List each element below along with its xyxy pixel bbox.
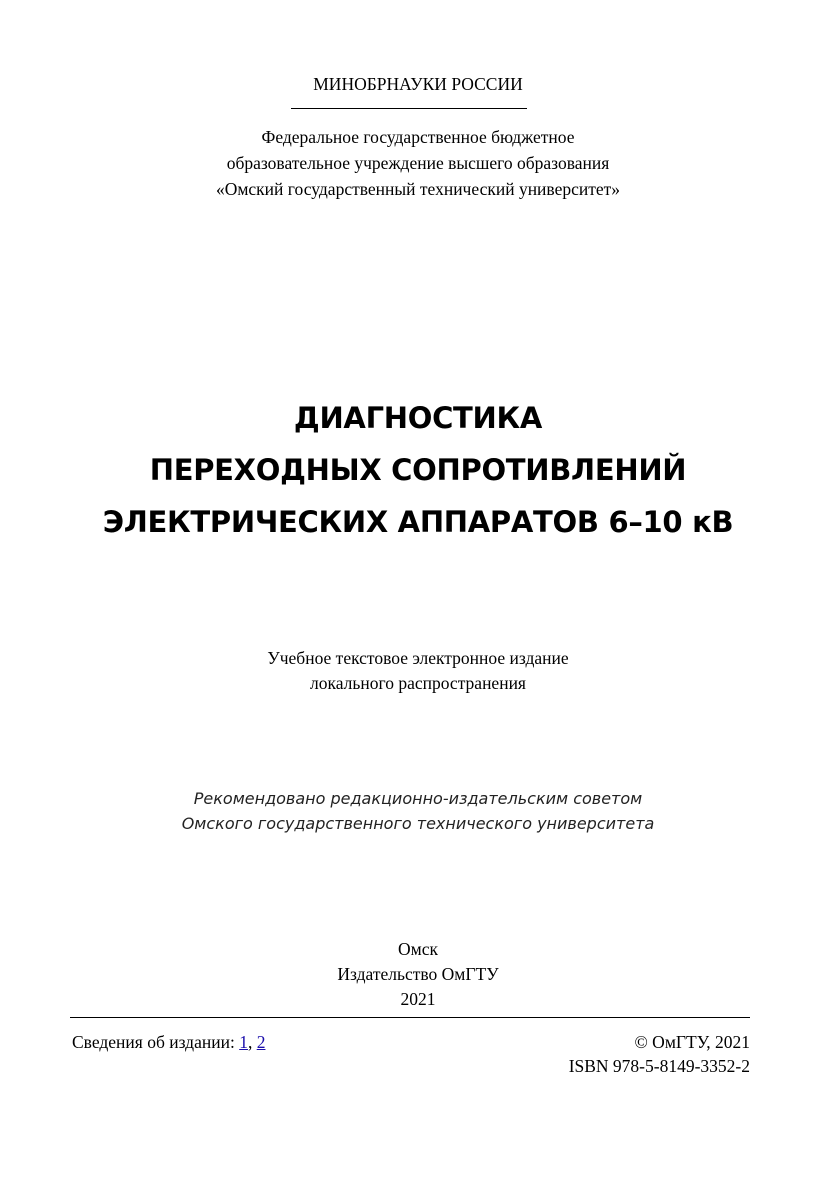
edition-link-1[interactable]: 1 bbox=[239, 1032, 248, 1052]
organization-line: образовательное учреждение высшего образования bbox=[226, 153, 610, 173]
document-title bbox=[0, 392, 836, 548]
recommendation-line: Рекомендовано редакционно-издательским советом bbox=[193, 789, 643, 808]
imprint-city: Омск bbox=[398, 939, 438, 959]
title-line: ПЕРЕХОДНЫХ СОПРОТИВЛЕНИЙ bbox=[149, 453, 687, 487]
organization-line: Федеральное государственное бюджетное bbox=[261, 127, 575, 147]
subtitle-line: локального распространения bbox=[310, 673, 526, 693]
imprint-block bbox=[0, 937, 836, 1012]
recommendation-line: Омского государственного технического университета bbox=[181, 814, 655, 833]
title-line: ДИАГНОСТИКА bbox=[293, 401, 543, 435]
footer-divider bbox=[70, 1017, 750, 1018]
imprint-publisher: Издательство ОмГТУ bbox=[337, 964, 499, 984]
organization-line: «Омский государственный технический университет» bbox=[215, 179, 621, 199]
copyright: © ОмГТУ, 2021 bbox=[634, 1032, 750, 1052]
link-separator: , bbox=[247, 1032, 253, 1052]
edition-label: Сведения об издании: bbox=[72, 1032, 235, 1052]
edition-type bbox=[0, 646, 836, 696]
edition-info bbox=[72, 1030, 265, 1054]
copyright-block bbox=[569, 1030, 750, 1078]
ministry-name: МИНОБРНАУКИ РОССИИ bbox=[313, 74, 523, 94]
recommendation-note bbox=[0, 786, 836, 836]
isbn: ISBN 978-5-8149-3352-2 bbox=[568, 1056, 750, 1076]
organization-block bbox=[0, 124, 836, 202]
imprint-year: 2021 bbox=[400, 989, 436, 1009]
title-line: ЭЛЕКТРИЧЕСКИХ АППАРАТОВ 6–10 кВ bbox=[102, 505, 734, 539]
edition-link-2[interactable]: 2 bbox=[256, 1032, 266, 1052]
ministry-underline bbox=[291, 108, 527, 109]
subtitle-line: Учебное текстовое электронное издание bbox=[267, 648, 569, 668]
